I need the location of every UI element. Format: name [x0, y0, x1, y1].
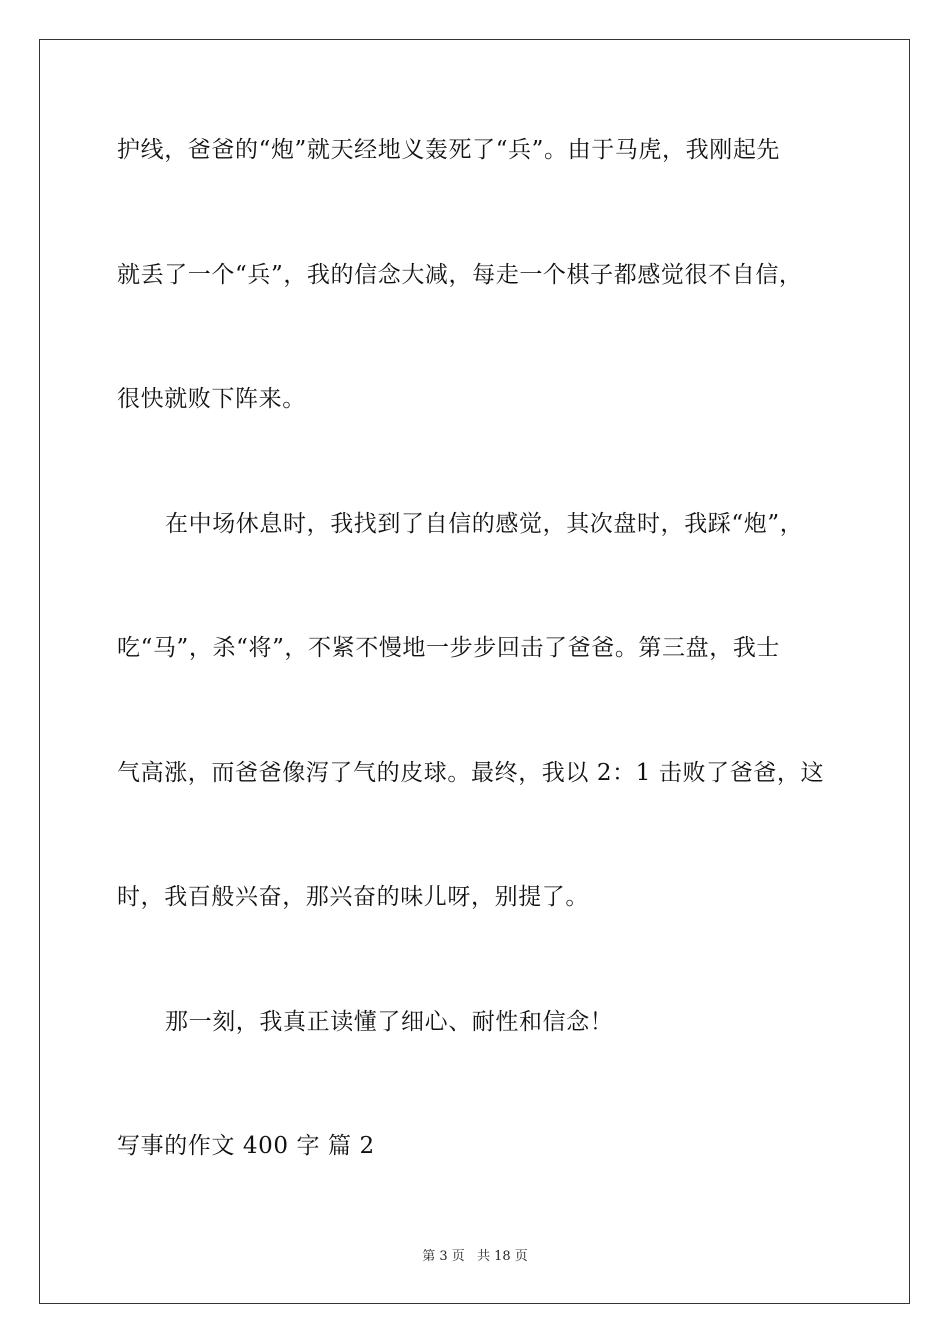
text-line: 护线，爸爸的“炮”就天经地义轰死了“兵”。由于马虎，我刚起先 — [117, 137, 781, 163]
text-line: 吃“马”，杀“将”，不紧不慢地一步步回击了爸爸。第三盘，我士 — [117, 635, 781, 661]
page-number: 第 3 页 — [422, 1249, 465, 1264]
text-line: 很快就败下阵来。 — [117, 386, 306, 412]
text-line: 气高涨，而爸爸像泻了气的皮球。最终，我以 2：1 击败了爸爸，这 — [117, 760, 825, 786]
page-footer — [0, 1248, 950, 1266]
text-line: 那一刻，我真正读懂了细心、耐性和信念！ — [165, 1009, 614, 1035]
section-heading: 写事的作文 400 字 篇 2 — [117, 1133, 375, 1159]
text-line: 就丢了一个“兵”，我的信念大减，每走一个棋子都感觉很不自信， — [117, 262, 803, 288]
total-pages: 共 18 页 — [476, 1249, 528, 1264]
page-border — [39, 39, 910, 1304]
text-line: 时，我百般兴奋，那兴奋的味儿呀，别提了。 — [117, 884, 589, 910]
text-line: 在中场休息时，我找到了自信的感觉，其次盘时，我踩“炮”， — [165, 511, 804, 537]
